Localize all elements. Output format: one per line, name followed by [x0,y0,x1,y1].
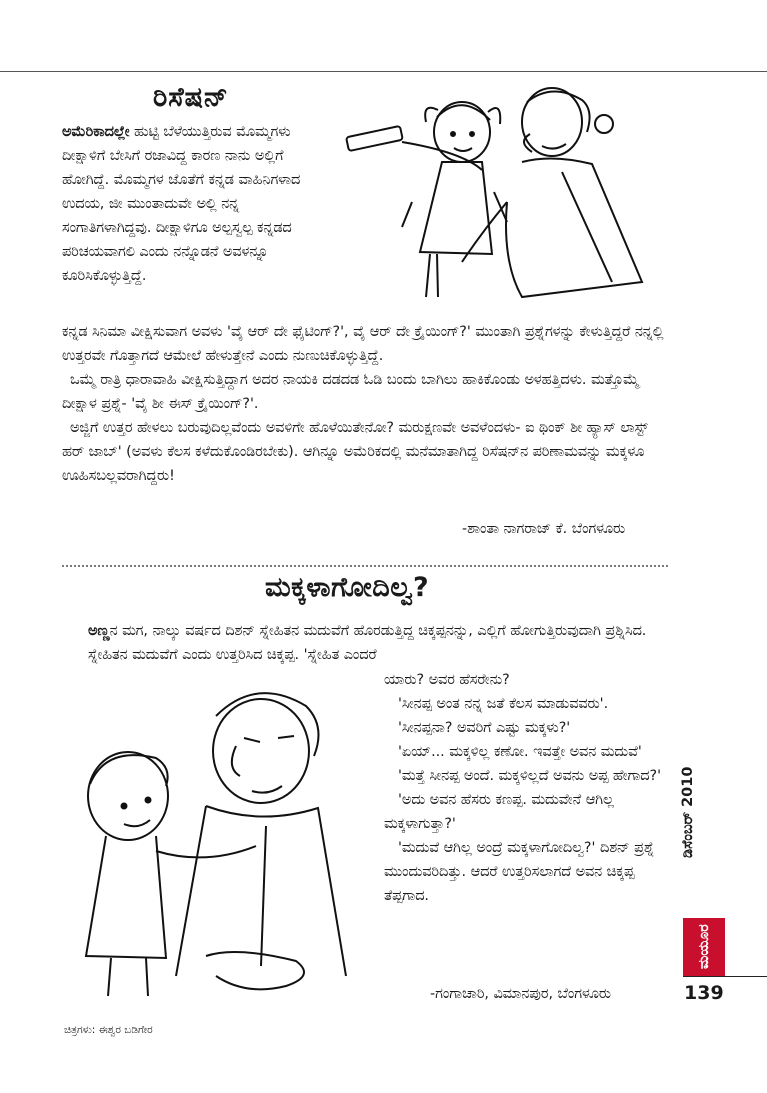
dialogue-line: 'ಮತ್ತೆ ಸೀನಪ್ಪ ಅಂದೆ. ಮಕ್ಕಳಿಲ್ಲದೆ ಅವನು ಅಪ್ಪ ಹೇಗಾದ?' [398,768,662,784]
dialogue-line: 'ಏಯ್... ಮಕ್ಕಳಿಲ್ಲ ಕಣೋ. ಇವತ್ತೇ ಅವನ ಮದುವೆ' [398,744,642,760]
story1-body [62,320,672,488]
story1-paragraph-1 [62,120,332,288]
story1-lead-word: ಅಮೆರಿಕಾದಲ್ಲೇ [62,124,130,140]
issue-date: ಡಿಸೆಂಬರ್ 2010 [680,766,696,858]
story1-title: ರಿಸೆಷನ್ [153,82,229,113]
story2-lead-word: ಅಣ್ಣ [88,623,110,639]
dialogue-line: 'ಮದುವೆ ಆಗಿಲ್ಲ ಅಂದ್ರೆ ಮಕ್ಕಳಾಗೋದಿಲ್ವ?' ದಿಶನ್ ಪ್ರಶ್ನೆ ಮುಂದುವರಿದಿತ್ತು. ಆದರೆ ಉತ್ತರಿಸಲಾಗದೆ ಅವನ ಚಿಕ್ಕಪ್ಪ ತೆಪ್ಪಗಾದ. [384,840,655,904]
dialogue-line: ಯಾರು? ಅವರ ಹೆಸರೇನು? [384,672,510,688]
story2-title: ಮಕ್ಕಳಾಗೋದಿಲ್ವ? [265,572,430,603]
story1-paragraph-3: ಒಮ್ಮೆ ರಾತ್ರಿ ಧಾರಾವಾಹಿ ವೀಕ್ಷಿಸುತ್ತಿದ್ದಾಗ ಅದರ ನಾಯಕಿ ದಡದಡ ಓಡಿ ಬಂದು ಬಾಗಿಲು ಹಾಕಿಕೊಂಡು ಅಳಹತ್ತಿದಳು. ಮತ್ತೊಮ್ಮೆ ದೀಕ್ಷಾಳ ಪ್ರಶ್ನೆ- 'ವೈ ಶೀ ಈಸ್ ಕ್ರೈಯಿಂಗ್?'. [62,372,640,412]
page-number: 139 [684,982,724,1004]
story2-paragraph-1 [88,619,668,667]
page-number-rule [683,976,767,977]
dialogue-line: 'ಅದು ಅವನ ಹೆಸರು ಕಣಪ್ಪ. ಮದುವೇನೆ ಆಗಿಲ್ಲ ಮಕ್ಕಳಾಗುತ್ತಾ?' [384,792,614,832]
story2-dialogue [384,668,674,908]
magazine-logo: ಮಯೂರ [683,918,725,976]
illustration-uncle-boy [56,676,381,1016]
section-divider [62,565,668,567]
dialogue-line: 'ಸೀನಪ್ಪನಾ? ಅವರಿಗೆ ಎಷ್ಟು ಮಕ್ಕಳು?' [398,720,571,736]
story1-paragraph-1-text: ಹುಟ್ಟಿ ಬೆಳೆಯುತ್ತಿರುವ ಮೊಮ್ಮಗಳು ದೀಕ್ಷಾಳಿಗೆ ಬೇಸಿಗೆ ರಜಾವಿದ್ದ ಕಾರಣ ನಾನು ಅಲ್ಲಿಗೆ ಹೋಗಿದ್ದೆ. ಮೊಮ್ಮಗಳ ಜೊತೆಗೆ ಕನ್ನಡ ವಾಹಿನಿಗಳಾದ ಉದಯ, ಜೀ ಮುಂತಾದುವೇ ಅಲ್ಲಿ ನನ್ನ ಸಂಗಾತಿಗಳಾಗಿದ್ದವು. ದೀಕ್ಷಾಳಿಗೂ ಅಲ್ಪಸ್ವಲ್ಪ ಕನ್ನಡದ ಪರಿಚಯವಾಗಲಿ ಎಂದು ನನ್ನೊಡನೆ ಅವಳನ್ನೂ ಕೂರಿಸಿಕೊಳ್ಳುತ್ತಿದ್ದೆ. [62,124,301,284]
illustration-credit: ಚಿತ್ರಗಳು: ಈಶ್ವರ ಬಡಿಗೇರ [64,1024,153,1036]
illustration-grandmother-child [342,82,664,322]
story2-paragraph-1-text: ನ ಮಗ, ನಾಲ್ಕು ವರ್ಷದ ದಿಶನ್ ಸ್ನೇಹಿತನ ಮದುವೆಗೆ ಹೊರಡುತ್ತಿದ್ದ ಚಿಕ್ಕಪ್ಪನನ್ನು, ಎಲ್ಲಿಗೆ ಹೋಗುತ್ತಿರುವುದಾಗಿ ಪ್ರಶ್ನಿಸಿದ. ಸ್ನೇಹಿತನ ಮದುವೆಗೆ ಎಂದು ಉತ್ತರಿಸಿದ ಚಿಕ್ಕಪ್ಪ. 'ಸ್ನೇಹಿತ ಎಂದರೆ [88,623,647,663]
dialogue-line: 'ಸೀನಪ್ಪ ಅಂತ ನನ್ನ ಜತೆ ಕೆಲಸ ಮಾಡುವವರು'. [398,696,609,712]
story1-paragraph-2: ಕನ್ನಡ ಸಿನಿಮಾ ವೀಕ್ಷಿಸುವಾಗ ಅವಳು 'ವೈ ಆರ್ ದೇ ಫೈಟಿಂಗ್?', ವೈ ಆರ್ ದೇ ಕ್ರೈಯಿಂಗ್?' ಮುಂತಾಗಿ ಪ್ರಶ್ನೆಗಳನ್ನು ಕೇಳುತ್ತಿದ್ದರೆ ನನ್ನಲ್ಲಿ ಉತ್ತರವೇ ಗೊತ್ತಾಗದೆ ಆಮೇಲೆ ಹೇಳುತ್ತೇನೆ ಎಂದು ನುಣುಚಿಕೊಳ್ಳುತ್ತಿದ್ದೆ. [62,324,664,364]
story1-signature: -ಶಾಂತಾ ನಾಗರಾಜ್ ಕೆ. ಬೆಂಗಳೂರು [462,521,626,537]
story2-signature: -ಗಂಗಾಚಾರಿ, ವಿಮಾನಪುರ, ಬೆಂಗಳೂರು [430,986,611,1002]
story1-paragraph-4: ಅಜ್ಜಿಗೆ ಉತ್ತರ ಹೇಳಲು ಬರುವುದಿಲ್ಲವೆಂದು ಅವಳಿಗೇ ಹೊಳೆಯಿತೇನೋ? ಮರುಕ್ಷಣವೇ ಅವಳೆಂದಳು- ಐ ಥಿಂಕ್ ಶೀ ಹ್ಯಾಸ್ ಲಾಸ್ಟ್ ಹರ್ ಜಾಬ್' (ಅವಳು ಕೆಲಸ ಕಳೆದುಕೊಂಡಿರಬೇಕು). ಆಗಿನ್ನೂ ಅಮೆರಿಕದಲ್ಲಿ ಮನೆಮಾತಾಗಿದ್ದ ರಿಸೆಷನ್‌ನ ಪರಿಣಾಮವನ್ನು ಮಕ್ಕಳೂ ಊಹಿಸಬಲ್ಲವರಾಗಿದ್ದರು! [62,420,648,484]
top-rule [0,71,767,72]
